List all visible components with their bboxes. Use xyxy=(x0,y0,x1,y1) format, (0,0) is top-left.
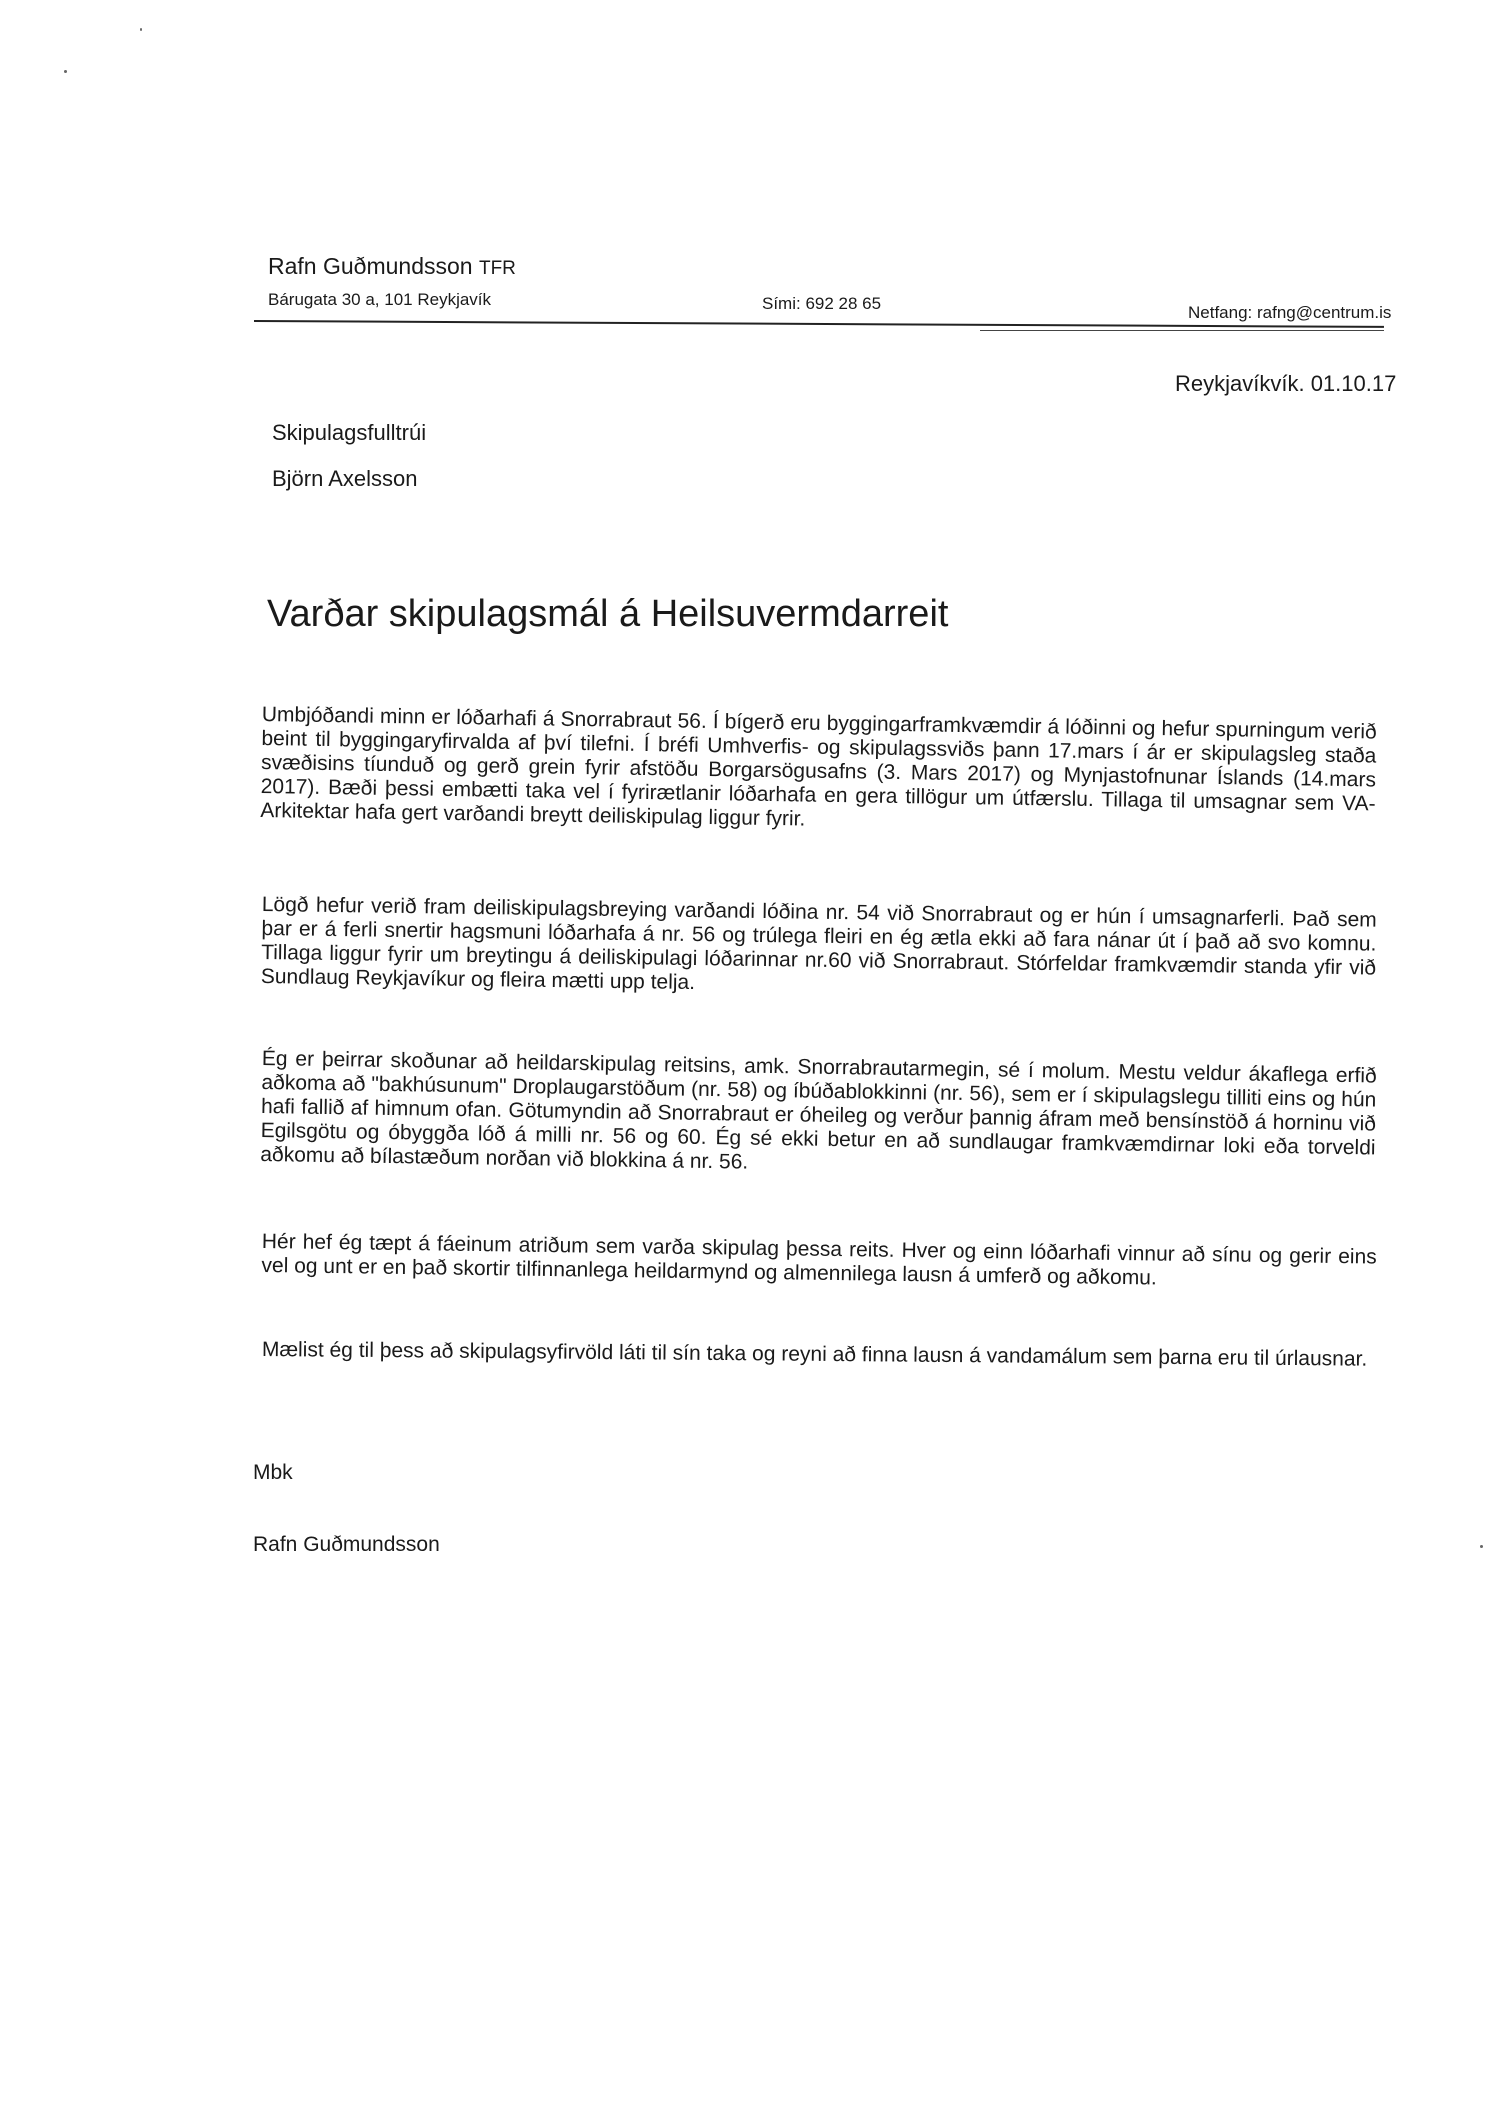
scan-speck xyxy=(140,28,142,31)
sender-suffix: TFR xyxy=(478,258,516,279)
letter-date: Reykjavíkvík. 01.10.17 xyxy=(1175,371,1397,396)
scan-speck xyxy=(64,70,67,73)
body-paragraph-1: Umbjóðandi minn er lóðarhafi á Snorrabraut 56. Í bígerð eru byggingarframkvæmdir á lóðinni og hefur spurningum verið beint til byggingaryfirvalda af því tilefni. Í bréfi Umhverfis- og skipulagssviðs þann 17.mars í ár er skipulagsleg staða svæðisins tíunduð og gerð grein fyrir afstöðu Borgarsögusafns (3. Mars 2017) og Mynjastofnunar Íslands (14.mars 2017). Bæði þessi embætti taka vel í fyrirætlanir lóðarhafa en gera tillögur um útfærslu. Tillaga til umsagnar sem VA-Arkitektar hafa gert varðandi breytt deiliskipulag liggur fyrir. xyxy=(260,703,1377,831)
recipient-name: Björn Axelsson xyxy=(272,466,418,491)
signature-name: Rafn Guðmundsson xyxy=(253,1533,440,1556)
letterhead-divider-secondary xyxy=(980,330,1384,331)
sender-address: Bárugata 30 a, 101 Reykjavík xyxy=(268,290,492,309)
body-paragraph-4: Hér hef ég tæpt á fáeinum atriðum sem varða skipulag þessa reits. Hver og einn lóðarhafi vinnur að sínu og gerir eins vel og unt er en það skortir tilfinnanlega heildarmynd og almennilega lausn á umferð og aðkomu. xyxy=(261,1230,1377,1290)
closing-text: Mbk xyxy=(253,1461,293,1484)
sender-email: Netfang: rafng@centrum.is xyxy=(1188,303,1392,322)
scan-speck xyxy=(1480,1545,1483,1548)
body-paragraph-2: Lögð hefur verið fram deiliskipulagsbreying varðandi lóðina nr. 54 við Snorrabraut og er hún í umsagnarferli. Það sem þar er á ferli snertir hagsmuni lóðarhafa á nr. 56 og trúlega fleiri en ég ætla ekki að fara nánar út í það að svo komnu. Tillaga liggur fyrir um breytingu á deiliskipulagi lóðarinnar nr.60 við Snorrabraut. Stórfeldar framkvæmdir standa yfir við Sundlaug Reykjavíkur og fleira mætti upp telja. xyxy=(260,893,1377,995)
recipient-title: Skipulagsfulltrúi xyxy=(272,420,427,445)
letterhead-sender xyxy=(268,253,516,280)
sender-phone: Sími: 692 28 65 xyxy=(762,294,882,313)
body-paragraph-5: Mælist ég til þess að skipulagsyfirvöld láti til sín taka og reyni að finna lausn á vandamálum sem þarna eru til úrlausnar. xyxy=(261,1338,1368,1371)
sender-name: Rafn Guðmundsson xyxy=(268,253,473,279)
body-paragraph-3: Ég er þeirrar skoðunar að heildarskipulag reitsins, amk. Snorrabrautarmegin, sé í molum. Mestu veldur ákaflega erfið aðkoma að "bakhúsunum" Droplaugarstöðum (nr. 58) og íbúðablokkinni (nr. 56), sem er í skipulagslegu tilliti eins og hún hafi fallið af himnum ofan. Götumyndin að Snorrabraut er óheileg og verður þannig áfram með bensínstöð á horninu við Egilsgötu og óbyggða lóð á milli nr. 56 og 60. Ég sé ekki betur en að sundlaugar framkvæmdirnar loki eða torveldi aðkomu að bílastæðum norðan við blokkina á nr. 56. xyxy=(260,1047,1377,1174)
recipient-block xyxy=(272,410,426,502)
letter-heading: Varðar skipulagsmál á Heilsuvermdarreit xyxy=(267,593,949,635)
